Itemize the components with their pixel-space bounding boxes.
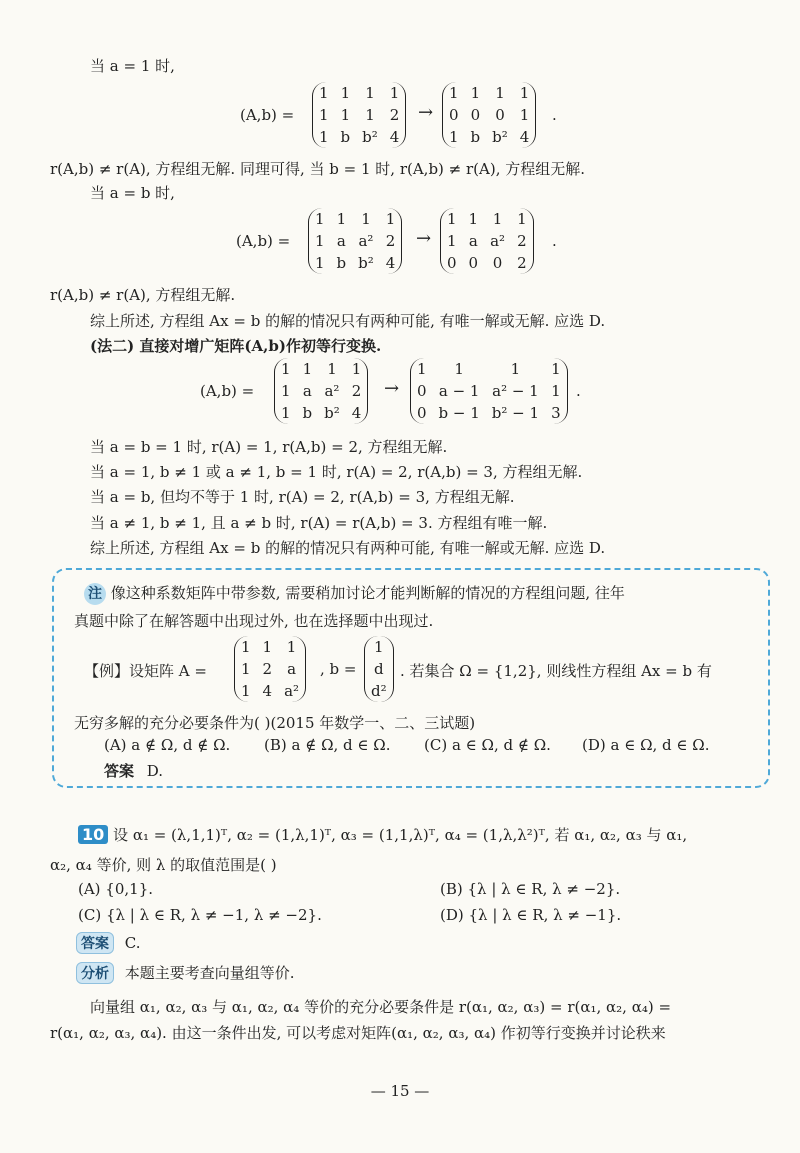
- matrix-cell: 1: [517, 210, 527, 228]
- matrix-cell: 1: [389, 84, 400, 102]
- matrix-row: [309, 252, 401, 274]
- answer-value: C.: [124, 934, 141, 952]
- matrix-cell: 2: [389, 106, 400, 124]
- matrix-cell: 1: [495, 84, 505, 102]
- note-line: 真题中除了在解答题中出现过外, 也在选择题中出现过.: [74, 612, 434, 630]
- matrix-row: [235, 658, 305, 680]
- matrix-cell: 1: [519, 106, 530, 124]
- text-line: 当 a = 1 时,: [90, 57, 175, 75]
- matrix-cell: 1: [336, 210, 347, 228]
- matrix-row: [441, 208, 533, 230]
- matrix-cell: 1: [365, 106, 375, 124]
- arrow-icon: →: [384, 378, 400, 399]
- matrix-row: [313, 126, 405, 148]
- matrix-row: [235, 680, 305, 702]
- matrix-left: [274, 358, 368, 424]
- matrix-row: [365, 680, 393, 702]
- matrix-cell: a: [287, 660, 297, 678]
- matrix-cell: 2: [517, 254, 527, 272]
- matrix-row: [275, 380, 367, 402]
- matrix-cell: 0: [468, 254, 479, 272]
- arrow-icon: →: [416, 228, 432, 249]
- matrix-cell: d²: [371, 682, 387, 700]
- matrix-cell: 1: [365, 84, 375, 102]
- example: [74, 636, 764, 704]
- question-text: 设 α₁ = (λ,1,1)ᵀ, α₂ = (1,λ,1)ᵀ, α₃ = (1,1,λ)ᵀ, α₄ = (1,λ,λ²)ᵀ, 若 α₁, α₂, α₃ 与 α₁,: [113, 826, 688, 844]
- matrix-cell: 1: [361, 210, 371, 228]
- matrix-cell: 1: [262, 638, 273, 656]
- option-d: (D) {λ | λ ∈ R, λ ≠ −1}.: [440, 906, 622, 924]
- matrix-cell: a²: [324, 382, 340, 400]
- matrix-cell: 1: [315, 232, 325, 250]
- matrix-cell: 1: [551, 360, 561, 378]
- matrix-row: [313, 82, 405, 104]
- option-c: (C) a ∈ Ω, d ∉ Ω.: [424, 736, 551, 754]
- example-matrix-a: [234, 636, 306, 702]
- matrix-cell: 1: [492, 210, 503, 228]
- matrix-cell: 4: [262, 682, 273, 700]
- note-text: 像这种系数矩阵中带参数, 需要稍加讨论才能判断解的情况的方程组问题, 往年: [110, 584, 625, 602]
- matrix-cell: 0: [495, 106, 505, 124]
- matrix-cell: 1: [449, 128, 459, 146]
- matrix-cell: a: [336, 232, 346, 250]
- matrix-cell: 1: [241, 682, 251, 700]
- matrix-cell: b: [302, 404, 313, 422]
- matrix-cell: 0: [449, 106, 459, 124]
- matrix-cell: b: [470, 128, 481, 146]
- matrix-cell: 1: [447, 210, 457, 228]
- example-suffix: . 若集合 Ω = {1,2}, 则线性方程组 Ax = b 有: [400, 662, 712, 680]
- question-stem: [78, 824, 687, 845]
- matrix-cell: 1: [385, 210, 396, 228]
- example-b-label: , b =: [320, 660, 357, 678]
- matrix-cell: a: [302, 382, 312, 400]
- matrix-cell: 1: [417, 360, 427, 378]
- matrix-left: [308, 208, 402, 274]
- analysis-line: [76, 962, 295, 984]
- analysis-tag: 分析: [76, 962, 114, 984]
- text-line: 综上所述, 方程组 Ax = b 的解的情况只有两种可能, 有唯一解或无解. 应选 D.: [90, 312, 606, 330]
- answer-value: D.: [146, 762, 164, 780]
- matrix-row: [443, 126, 535, 148]
- matrix-cell: 1: [447, 232, 457, 250]
- matrix-cell: 1: [315, 254, 325, 272]
- text-line: 当 a ≠ 1, b ≠ 1, 且 a ≠ b 时, r(A) = r(A,b) = 3. 方程组有唯一解.: [90, 514, 548, 532]
- matrix-cell: 1: [470, 84, 481, 102]
- matrix-cell: d: [374, 660, 384, 678]
- matrix-cell: 1: [374, 638, 384, 656]
- matrix-cell: 1: [454, 360, 464, 378]
- matrix-cell: 1: [241, 638, 251, 656]
- matrix-cell: b: [336, 254, 347, 272]
- period: .: [552, 106, 557, 124]
- text-line: 当 a = b 时,: [90, 184, 175, 202]
- matrix-row: [275, 358, 367, 380]
- matrix-cell: a: [468, 232, 478, 250]
- matrix-row: [309, 230, 401, 252]
- matrix-row: [441, 252, 533, 274]
- matrix-cell: 1: [315, 210, 325, 228]
- matrix-cell: a − 1: [438, 382, 480, 400]
- matrix-row: [443, 104, 535, 126]
- text-line: r(A,b) ≠ r(A), 方程组无解.: [50, 286, 236, 304]
- answer-line: [104, 760, 163, 781]
- matrix-cell: 1: [340, 106, 351, 124]
- matrix-cell: 2: [385, 232, 396, 250]
- matrix-cell: 0: [417, 382, 427, 400]
- matrix-row: [411, 380, 567, 402]
- matrix-cell: b² − 1: [491, 404, 540, 422]
- matrix-cell: b²: [358, 254, 374, 272]
- option-b: (B) {λ | λ ∈ R, λ ≠ −2}.: [440, 880, 621, 898]
- matrix-cell: 1: [281, 360, 291, 378]
- matrix-lhs: (A,b) =: [200, 382, 255, 400]
- matrix-cell: 4: [385, 254, 396, 272]
- matrix-row: [441, 230, 533, 252]
- matrix-row: [275, 402, 367, 424]
- example-prefix: 【例】设矩阵 A =: [84, 662, 207, 680]
- matrix-lhs: (A,b) =: [236, 232, 291, 250]
- note-box: [52, 568, 770, 788]
- text-line: (法二) 直接对增广矩阵(A,b)作初等行变换.: [90, 337, 382, 355]
- matrix-cell: 4: [351, 404, 362, 422]
- option-b: (B) a ∉ Ω, d ∈ Ω.: [264, 736, 391, 754]
- matrix-cell: 0: [447, 254, 457, 272]
- matrix-cell: 1: [281, 382, 291, 400]
- matrix-cell: 3: [551, 404, 561, 422]
- text-line: r(α₁, α₂, α₃, α₄). 由这一条件出发, 可以考虑对矩阵(α₁, α₂, α₃, α₄) 作初等行变换并讨论秩来: [50, 1024, 666, 1042]
- matrix-cell: 1: [319, 128, 329, 146]
- answer-label: 答案: [104, 762, 135, 780]
- matrix-cell: a² − 1: [492, 382, 539, 400]
- period: .: [576, 382, 581, 400]
- matrix-cell: 1: [519, 84, 530, 102]
- matrix-row: [443, 82, 535, 104]
- matrix-cell: 2: [517, 232, 527, 250]
- matrix-row: [365, 636, 393, 658]
- matrix-cell: 2: [351, 382, 362, 400]
- option-d: (D) a ∈ Ω, d ∈ Ω.: [582, 736, 710, 754]
- matrix-cell: a²: [490, 232, 506, 250]
- matrix-row: [365, 658, 393, 680]
- matrix-cell: 4: [389, 128, 400, 146]
- text-line: 当 a = b = 1 时, r(A) = 1, r(A,b) = 2, 方程组无解.: [90, 438, 448, 456]
- option-c: (C) {λ | λ ∈ R, λ ≠ −1, λ ≠ −2}.: [78, 906, 322, 924]
- matrix-cell: b²: [492, 128, 508, 146]
- matrix-cell: 1: [319, 84, 329, 102]
- matrix-right: [442, 82, 536, 148]
- matrix-cell: 1: [241, 660, 251, 678]
- text-line: 向量组 α₁, α₂, α₃ 与 α₁, α₂, α₄ 等价的充分必要条件是 r(α₁, α₂, α₃) = r(α₁, α₂, α₄) =: [90, 998, 672, 1016]
- matrix-cell: 1: [286, 638, 297, 656]
- matrix-row: [411, 358, 567, 380]
- example-vector-b: [364, 636, 394, 702]
- option-a: (A) a ∉ Ω, d ∉ Ω.: [104, 736, 231, 754]
- note-tag: 注: [84, 583, 106, 605]
- matrix-cell: a²: [358, 232, 374, 250]
- matrix-cell: 1: [319, 106, 329, 124]
- matrix-right: [440, 208, 534, 274]
- matrix-cell: 4: [519, 128, 530, 146]
- answer-line: [76, 932, 141, 954]
- matrix-cell: 0: [417, 404, 427, 422]
- matrix-cell: 1: [468, 210, 479, 228]
- question-text-line: α₂, α₄ 等价, 则 λ 的取值范围是( ): [50, 856, 277, 874]
- option-a: (A) {0,1}.: [78, 880, 154, 898]
- matrix-cell: b²: [362, 128, 378, 146]
- matrix-right: [410, 358, 568, 424]
- analysis-text: 本题主要考查向量组等价.: [124, 964, 295, 982]
- matrix-cell: 1: [302, 360, 313, 378]
- matrix-cell: 1: [510, 360, 521, 378]
- text-line: 当 a = 1, b ≠ 1 或 a ≠ 1, b = 1 时, r(A) = 2, r(A,b) = 3, 方程组无解.: [90, 463, 583, 481]
- matrix-left: [312, 82, 406, 148]
- text-line: 当 a = b, 但均不等于 1 时, r(A) = 2, r(A,b) = 3, 方程组无解.: [90, 488, 515, 506]
- period: .: [552, 232, 557, 250]
- matrix-row: [235, 636, 305, 658]
- matrix-cell: 1: [327, 360, 337, 378]
- text-line: 综上所述, 方程组 Ax = b 的解的情况只有两种可能, 有唯一解或无解. 应选 D.: [90, 539, 606, 557]
- matrix-cell: 1: [449, 84, 459, 102]
- note-line: [84, 582, 625, 605]
- matrix-cell: 1: [351, 360, 362, 378]
- text-line: r(A,b) ≠ r(A), 方程组无解. 同理可得, 当 b = 1 时, r(A,b) ≠ r(A), 方程组无解.: [50, 160, 586, 178]
- page-number: — 15 —: [370, 1082, 430, 1100]
- matrix-lhs: (A,b) =: [240, 106, 295, 124]
- matrix-cell: b: [340, 128, 351, 146]
- matrix-cell: b²: [324, 404, 340, 422]
- question-number: 10: [78, 825, 108, 844]
- matrix-cell: 1: [551, 382, 561, 400]
- matrix-cell: 2: [262, 660, 273, 678]
- matrix-cell: a²: [284, 682, 300, 700]
- matrix-row: [309, 208, 401, 230]
- matrix-row: [411, 402, 567, 424]
- matrix-cell: 0: [470, 106, 481, 124]
- matrix-cell: 1: [281, 404, 291, 422]
- matrix-cell: 1: [340, 84, 351, 102]
- matrix-cell: b − 1: [438, 404, 480, 422]
- arrow-icon: →: [418, 102, 434, 123]
- matrix-cell: 0: [492, 254, 503, 272]
- matrix-row: [313, 104, 405, 126]
- note-line: 无穷多解的充分必要条件为( )(2015 年数学一、二、三试题): [74, 714, 476, 732]
- answer-tag: 答案: [76, 932, 114, 954]
